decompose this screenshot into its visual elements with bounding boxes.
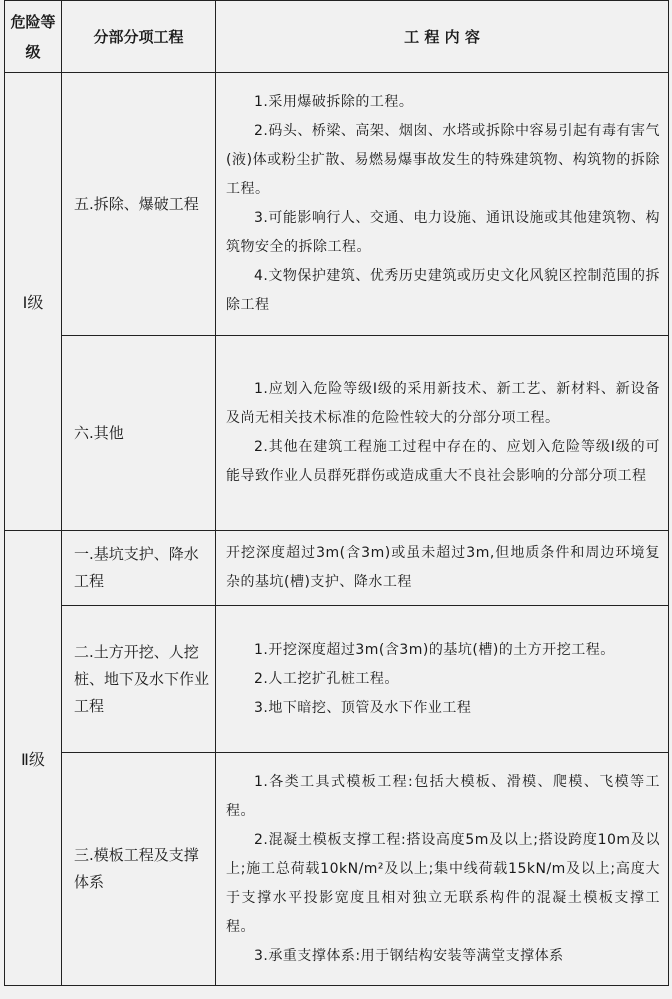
hazard-level-table [4, 0, 669, 986]
header-content: 工 程 内 容 [216, 1, 669, 73]
content-item: 开挖深度超过3m(含3m)或虽未超过3m,但地质条件和周边环境复杂的基坑(槽)支护、降水工程 [226, 545, 660, 590]
content-item: 2.其他在建筑工程施工过程中存在的、应划入危险等级Ⅰ级的可能导致作业人员群死群伤或造成重大不良社会影响的分部分项工程 [226, 439, 660, 484]
content-cell [216, 336, 669, 531]
table-row [5, 606, 669, 753]
content-item: 1.各类工具式模板工程:包括大模板、滑模、爬模、飞模等工程。 [226, 773, 660, 819]
subproject-cell: 五.拆除、爆破工程 [62, 73, 216, 336]
content-item: 3.可能影响行人、交通、电力设施、通讯设施或其他建筑物、构筑物安全的拆除工程。 [226, 210, 660, 255]
subproject-cell: 一.基坑支护、降水工程 [62, 531, 216, 606]
table-row [5, 73, 669, 336]
content-item: 2.码头、桥梁、高架、烟囱、水塔或拆除中容易引起有毒有害气(液)体或粉尘扩散、易燃易爆事故发生的特殊建筑物、构筑物的拆除工程。 [226, 123, 660, 197]
level-cell-2: Ⅱ级 [5, 531, 62, 986]
content-item: 3.地下暗挖、顶管及水下作业工程 [254, 699, 472, 716]
content-item: 1.采用爆破拆除的工程。 [254, 94, 414, 110]
content-cell [216, 73, 669, 336]
subproject-cell: 六.其他 [62, 336, 216, 531]
content-item: 4.文物保护建筑、优秀历史建筑或历史文化风貌区控制范围的拆除工程 [226, 268, 660, 313]
content-item: 2.人工挖扩孔桩工程。 [254, 670, 399, 687]
content-cell [216, 753, 669, 986]
content-item: 1.开挖深度超过3m(含3m)的基坑(槽)的土方开挖工程。 [254, 641, 615, 658]
header-subproject: 分部分项工程 [62, 1, 216, 73]
header-row [5, 1, 669, 73]
content-item: 3.承重支撑体系:用于钢结构安装等满堂支撑体系 [254, 947, 564, 964]
level-cell-1: Ⅰ级 [5, 73, 62, 531]
content-cell [216, 531, 669, 606]
table-row [5, 336, 669, 531]
subproject-cell: 二.土方开挖、人挖桩、地下及水下作业工程 [62, 606, 216, 753]
table-row [5, 531, 669, 606]
header-level: 危险等级 [5, 1, 62, 73]
table-row [5, 753, 669, 986]
content-item: 1.应划入危险等级Ⅰ级的采用新技术、新工艺、新材料、新设备及尚无相关技术标准的危险性较大的分部分项工程。 [226, 381, 660, 426]
subproject-cell: 三.模板工程及支撑体系 [62, 753, 216, 986]
content-cell [216, 606, 669, 753]
content-item: 2.混凝土模板支撑工程:搭设高度5m及以上;搭设跨度10m及以上;施工总荷载10kN/m²及以上;集中线荷载15kN/m及以上;高度大于支撑水平投影宽度且相对独立无联系构件的混凝土模板支撑工程。 [226, 831, 660, 935]
